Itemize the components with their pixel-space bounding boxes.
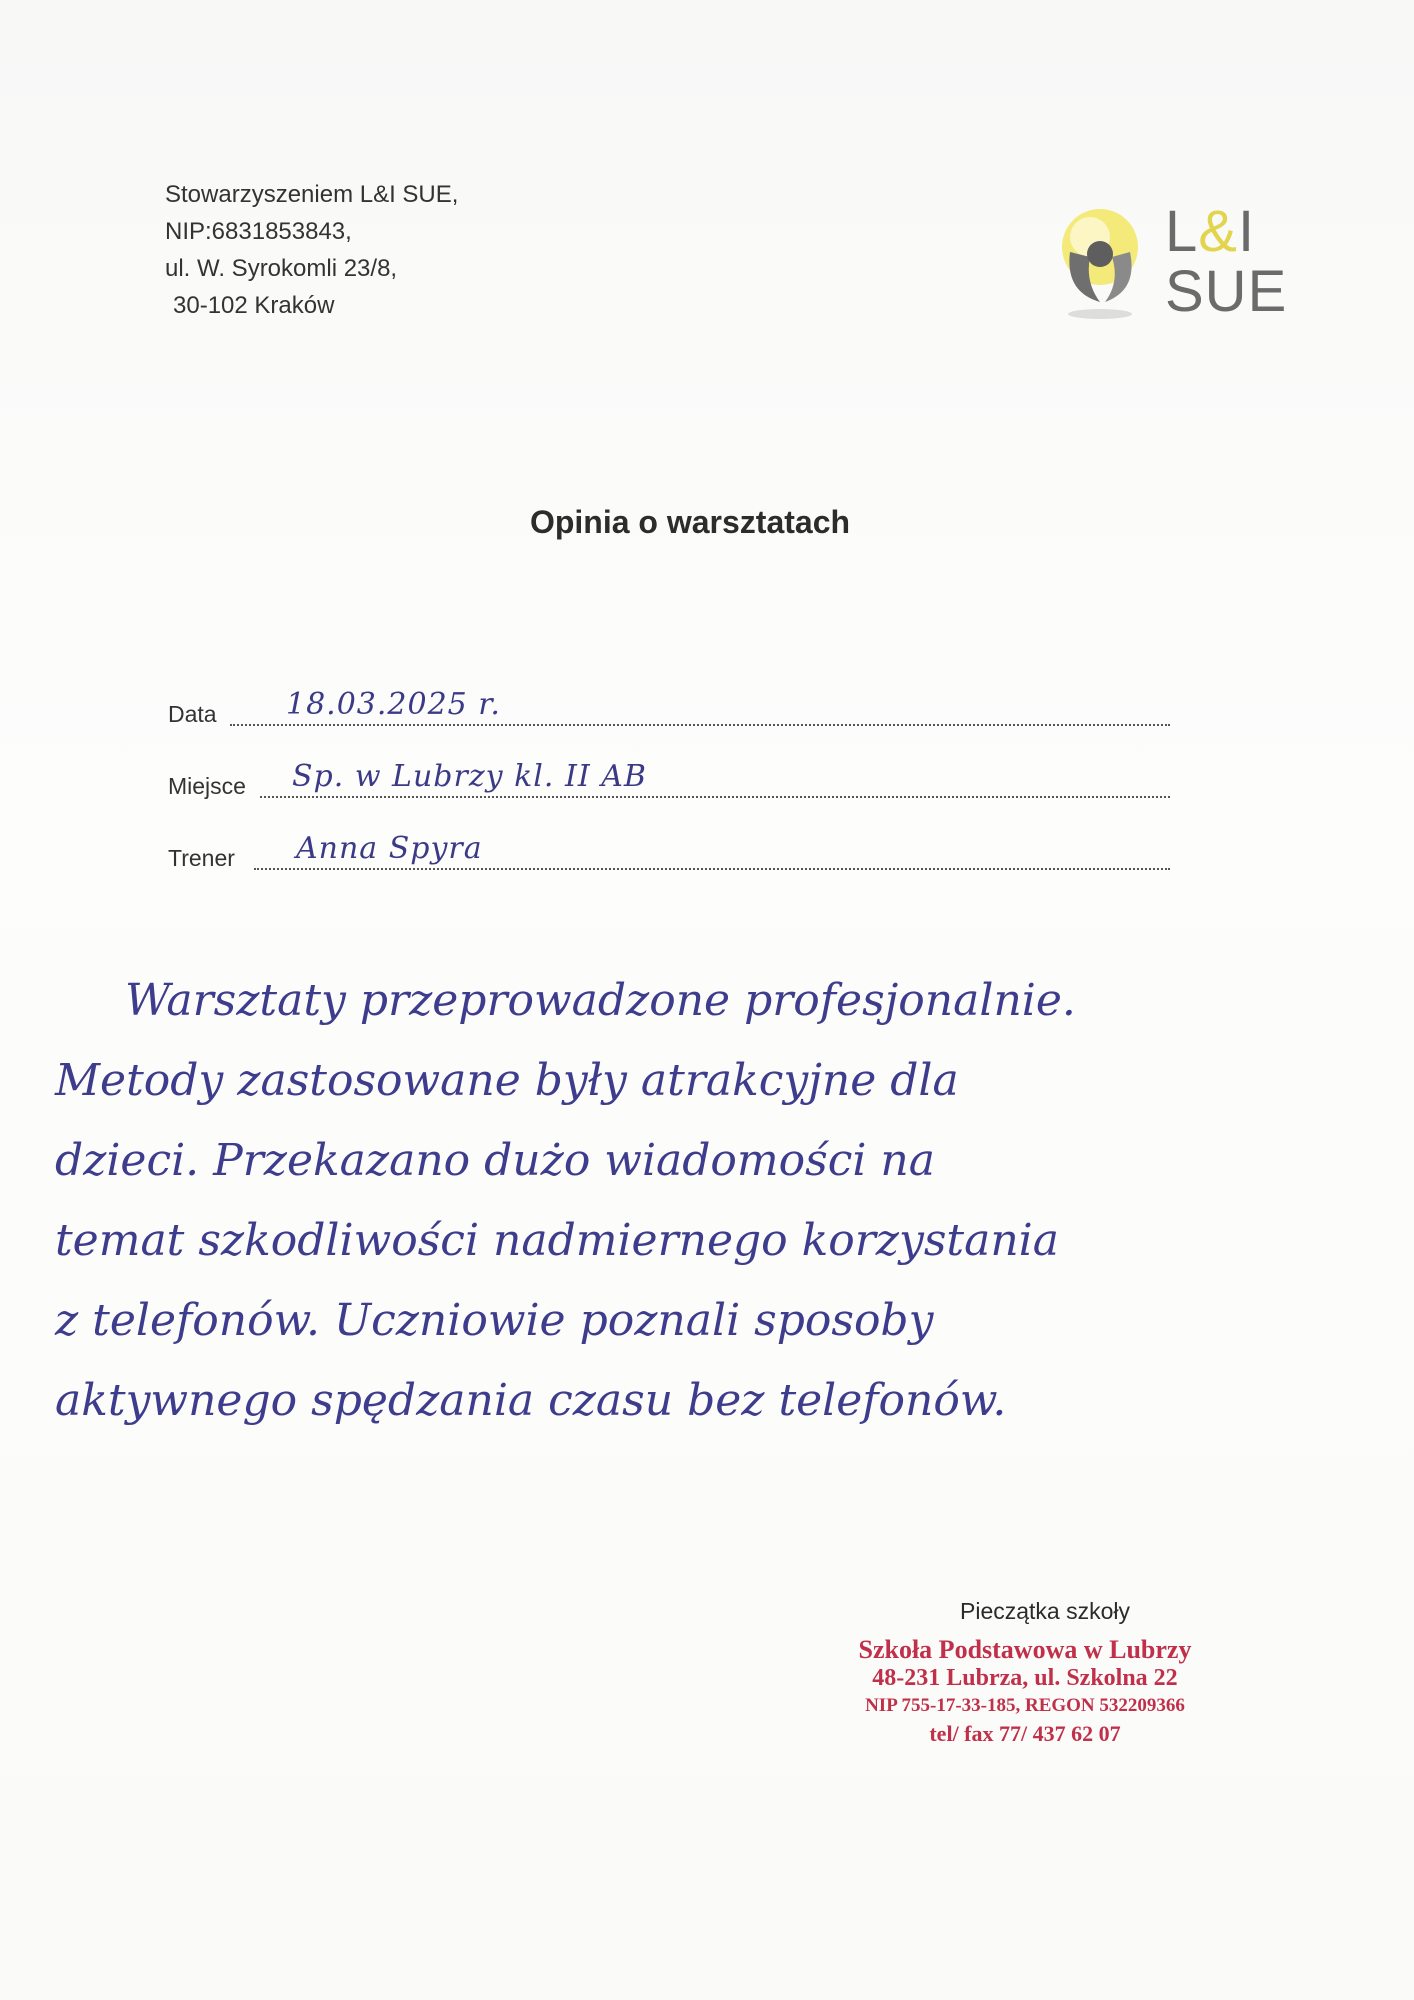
stamp-address: 48-231 Lubrza, ul. Szkolna 22 — [872, 1665, 1178, 1691]
field-trener-value: Anna Spyra — [296, 831, 483, 866]
sender-name: Stowarzyszeniem L&I SUE, — [165, 181, 459, 208]
sender-address — [165, 176, 458, 324]
opinion-line: z telefonów. Uczniowie poznali sposoby — [55, 1295, 934, 1346]
dotted-line — [230, 724, 1170, 726]
stamp-label: Pieczątka szkoły — [960, 1598, 1131, 1624]
opinion-line: dzieci. Przekazano dużo wiadomości na — [55, 1135, 935, 1186]
field-data-value: 18.03.2025 r. — [286, 687, 501, 722]
field-trener-label: Trener — [168, 845, 235, 871]
opinion-line: aktywnego spędzania czasu bez telefonów. — [55, 1375, 1007, 1426]
field-data-label: Data — [168, 701, 217, 727]
logo-text-top: L&I — [1165, 199, 1256, 264]
sender-nip: NIP:6831853843, — [165, 218, 352, 245]
school-stamp — [840, 1636, 1210, 1748]
sender-city: 30-102 Kraków — [173, 292, 335, 319]
logo-text-bottom: SUE — [1165, 259, 1288, 324]
dotted-line — [254, 868, 1170, 870]
field-miejsce-label: Miejsce — [168, 773, 246, 799]
stamp-phone: tel/ fax 77/ 437 62 07 — [929, 1721, 1121, 1746]
dotted-line — [260, 796, 1170, 798]
ls-sue-logo-icon — [1050, 202, 1150, 327]
field-data — [168, 687, 1170, 730]
opinion-handwritten-text — [55, 975, 1385, 1455]
opinion-line: Metody zastosowane były atrakcyjne dla — [55, 1055, 959, 1106]
sender-street: ul. W. Syrokomli 23/8, — [165, 255, 398, 282]
field-trener — [168, 831, 1170, 874]
page-title: Opinia o warsztatach — [529, 504, 851, 540]
opinion-line: Warsztaty przeprowadzone profesjonalnie. — [125, 975, 1076, 1026]
organization-logo — [1050, 199, 1288, 337]
stamp-nip-regon: NIP 755-17-33-185, REGON 532209366 — [865, 1695, 1185, 1716]
field-miejsce — [168, 759, 1170, 802]
opinion-line: temat szkodliwości nadmiernego korzystania — [55, 1215, 1059, 1266]
stamp-school-name: Szkoła Podstawowa w Lubrzy — [858, 1635, 1192, 1664]
field-miejsce-value: Sp. w Lubrzy kl. II AB — [292, 759, 647, 794]
